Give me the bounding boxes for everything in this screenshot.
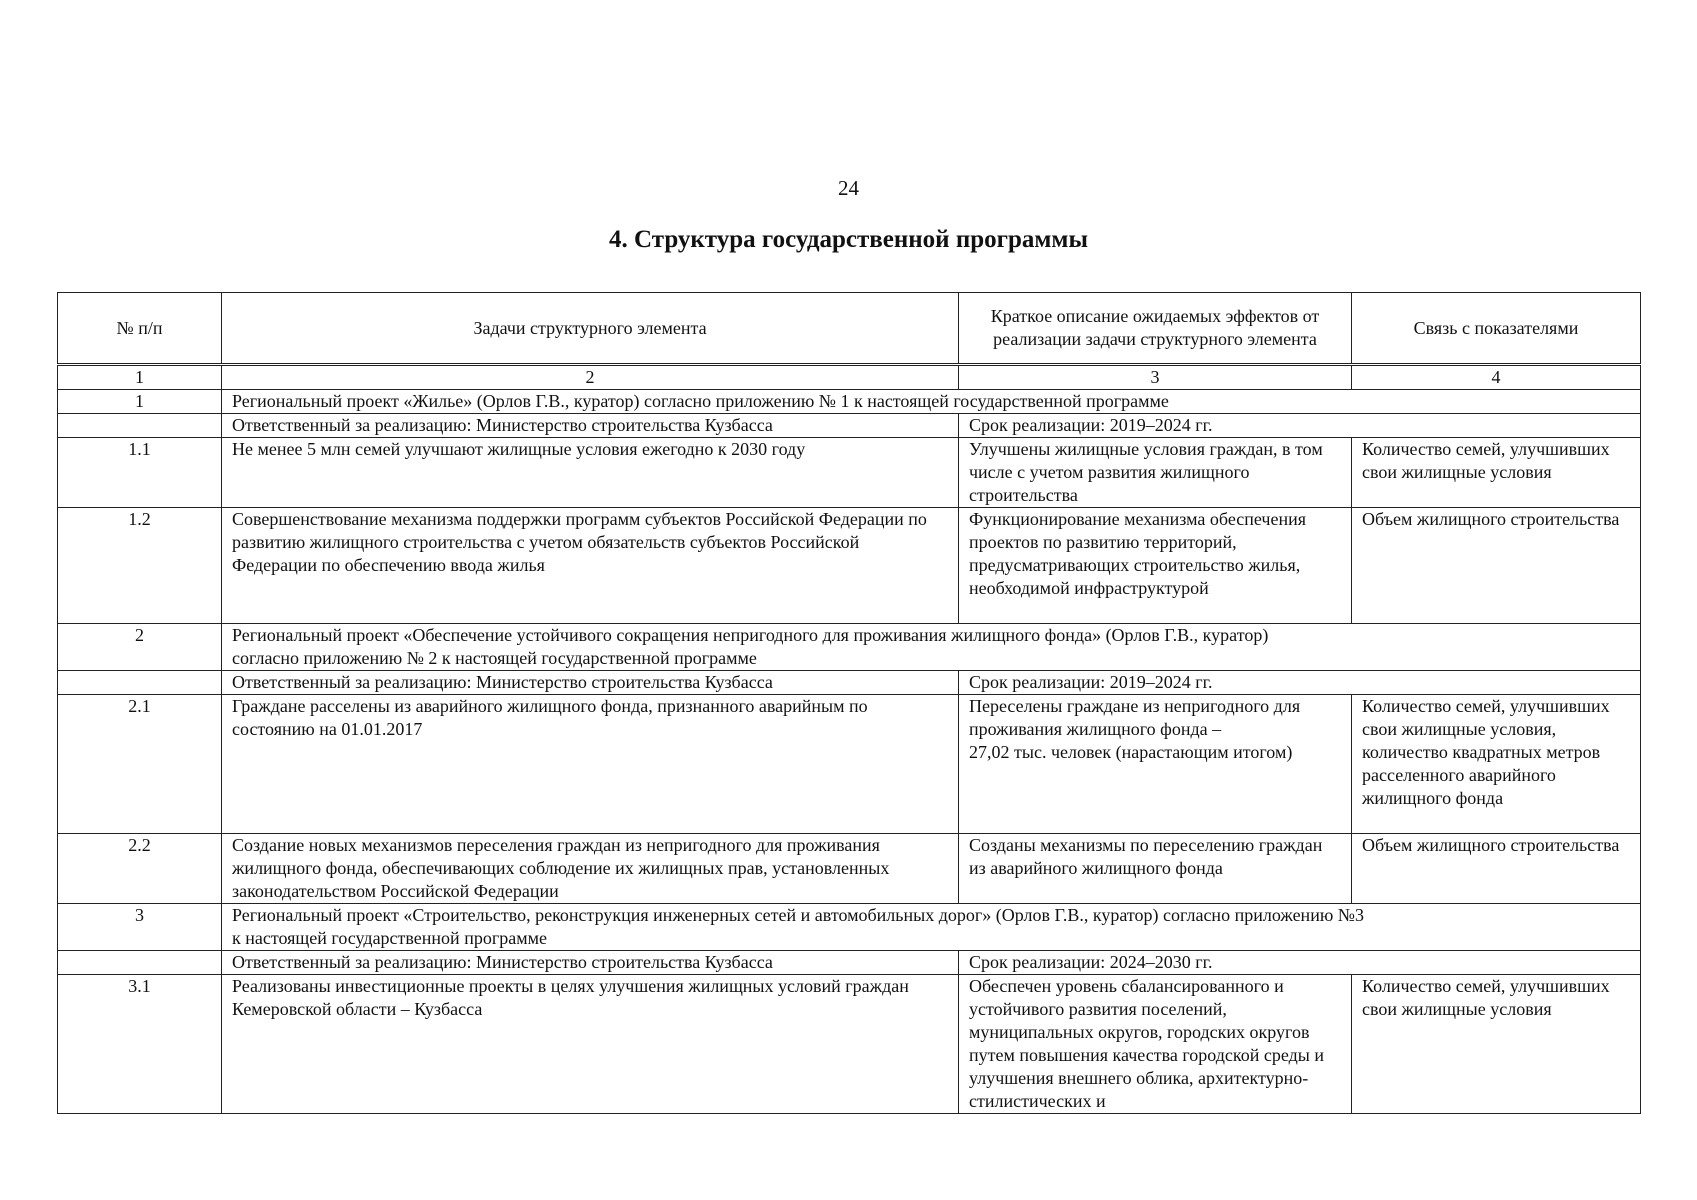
task-text: Создание новых механизмов переселения граждан из непригодного для проживания жилищного фонда, обеспечивающих соблюдение их жилищных прав, установленных законодательством Российской Федерации xyxy=(222,834,959,904)
task-text: Совершенствование механизма поддержки программ субъектов Российской Федерации по развитию жилищного строительства с учетом обязательств субъектов Российской Федерации по обеспечению ввода жилья xyxy=(222,508,959,624)
responsible-text: Ответственный за реализацию: Министерство строительства Кузбасса xyxy=(222,951,959,975)
project-row xyxy=(58,390,1641,414)
header-effects: Краткое описание ожидаемых эффектов от реализации задачи структурного элемента xyxy=(959,293,1352,365)
header-indicators: Связь с показателями xyxy=(1352,293,1641,365)
indicator-text: Количество семей, улучшивших свои жилищные условия, количество квадратных метров расселенного аварийного жилищного фонда xyxy=(1352,695,1641,834)
task-number: 1.2 xyxy=(58,508,222,624)
page-number: 24 xyxy=(838,176,859,200)
effect-text: Созданы механизмы по переселению граждан из аварийного жилищного фонда xyxy=(959,834,1352,904)
project-row xyxy=(58,904,1641,951)
empty-cell xyxy=(58,414,222,438)
column-numbers-row xyxy=(58,365,1641,390)
table-row xyxy=(58,508,1641,624)
indicator-text: Объем жилищного строительства xyxy=(1352,834,1641,904)
project-title: Региональный проект «Обеспечение устойчивого сокращения непригодного для проживания жилищного фонда» (Орлов Г.В., куратор) согласно приложению № 2 к настоящей государственной программе xyxy=(222,624,1641,671)
task-number: 2.1 xyxy=(58,695,222,834)
project-title: Региональный проект «Строительство, реконструкция инженерных сетей и автомобильных дорог» (Орлов Г.В., куратор) согласно приложению №3 к настоящей государственной программе xyxy=(222,904,1641,951)
table-row xyxy=(58,438,1641,508)
task-text: Реализованы инвестиционные проекты в целях улучшения жилищных условий граждан Кемеровской области – Кузбасса xyxy=(222,975,959,1114)
table-header-row xyxy=(58,293,1641,365)
responsible-row xyxy=(58,671,1641,695)
page-title: 4. Структура государственной программы xyxy=(609,226,1088,253)
table-row xyxy=(58,975,1641,1114)
task-number: 2.2 xyxy=(58,834,222,904)
indicator-text: Объем жилищного строительства xyxy=(1352,508,1641,624)
effect-text: Функционирование механизма обеспечения проектов по развитию территорий, предусматривающих строительство жилья, необходимой инфраструктурой xyxy=(959,508,1352,624)
task-number: 3.1 xyxy=(58,975,222,1114)
responsible-text: Ответственный за реализацию: Министерство строительства Кузбасса xyxy=(222,671,959,695)
indicator-text: Количество семей, улучшивших свои жилищные условия xyxy=(1352,438,1641,508)
effect-text: Обеспечен уровень сбалансированного и устойчивого развития поселений, муниципальных округов, городских округов путем повышения качества городской среды и улучшения внешнего облика, архитектурно-стилистических и xyxy=(959,975,1352,1114)
empty-cell xyxy=(58,951,222,975)
column-number: 3 xyxy=(959,365,1352,390)
task-number: 1.1 xyxy=(58,438,222,508)
project-title: Региональный проект «Жилье» (Орлов Г.В., куратор) согласно приложению № 1 к настоящей государственной программе xyxy=(222,390,1641,414)
header-number: № п/п xyxy=(58,293,222,365)
term-text: Срок реализации: 2019–2024 гг. xyxy=(959,671,1641,695)
project-number: 1 xyxy=(58,390,222,414)
task-text: Граждане расселены из аварийного жилищного фонда, признанного аварийным по состоянию на 01.01.2017 xyxy=(222,695,959,834)
table-row xyxy=(58,695,1641,834)
term-text: Срок реализации: 2024–2030 гг. xyxy=(959,951,1641,975)
term-text: Срок реализации: 2019–2024 гг. xyxy=(959,414,1641,438)
project-number: 3 xyxy=(58,904,222,951)
indicator-text: Количество семей, улучшивших свои жилищные условия xyxy=(1352,975,1641,1114)
header-tasks: Задачи структурного элемента xyxy=(222,293,959,365)
responsible-row xyxy=(58,414,1641,438)
effect-text: Переселены граждане из непригодного для проживания жилищного фонда – 27,02 тыс. человек (нарастающим итогом) xyxy=(959,695,1352,834)
task-text: Не менее 5 млн семей улучшают жилищные условия ежегодно к 2030 году xyxy=(222,438,959,508)
effect-text: Улучшены жилищные условия граждан, в том числе с учетом развития жилищного строительства xyxy=(959,438,1352,508)
project-number: 2 xyxy=(58,624,222,671)
responsible-text: Ответственный за реализацию: Министерство строительства Кузбасса xyxy=(222,414,959,438)
column-number: 4 xyxy=(1352,365,1641,390)
column-number: 1 xyxy=(58,365,222,390)
program-structure-table xyxy=(57,292,1641,1114)
column-number: 2 xyxy=(222,365,959,390)
empty-cell xyxy=(58,671,222,695)
responsible-row xyxy=(58,951,1641,975)
project-row xyxy=(58,624,1641,671)
table-row xyxy=(58,834,1641,904)
